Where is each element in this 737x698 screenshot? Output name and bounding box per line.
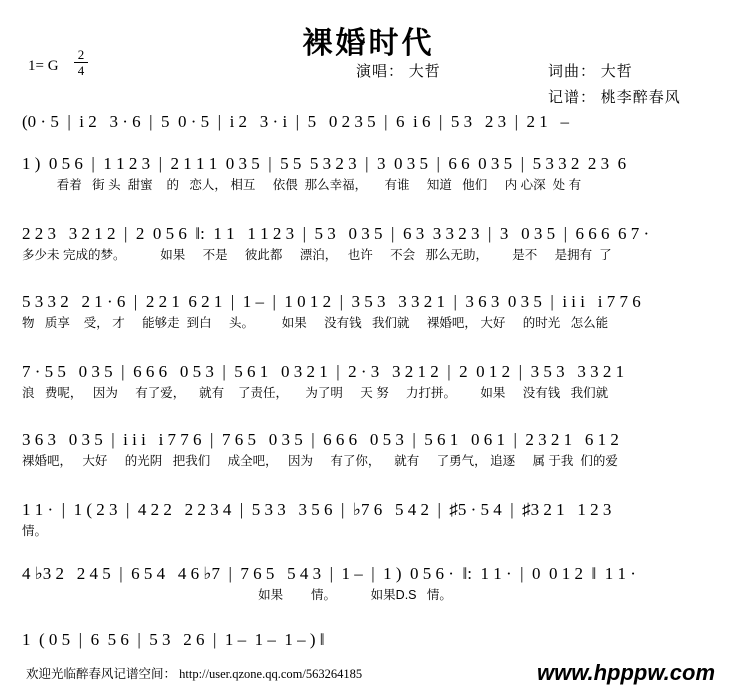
lyrics-line: 情。 xyxy=(22,524,48,538)
staff-system xyxy=(22,222,716,264)
staff-system xyxy=(22,428,716,470)
key-signature: 1= G xyxy=(28,58,59,74)
staff-system xyxy=(22,498,716,540)
notation-line: 2 2 3 3 2 1 2 | 2 0 5 6 ‖: 1 1 1 1 2 3 | 5 3 0 3 5 | 6 3 3 3 2 3 | 3 0 3 5 | 6 6 6 6 7 · xyxy=(22,224,650,243)
watermark: www.hpppw.com xyxy=(536,660,715,685)
lyrics-line: 物 质享 受， 才 能够走 到白 头。 如果 没有钱 我们就 裸婚吧， 大好 的时光 怎么能 xyxy=(22,316,609,330)
staff-system xyxy=(22,360,716,402)
time-signature-denominator: 4 xyxy=(77,63,85,78)
page-title: 裸婚时代 xyxy=(302,27,435,60)
lyrics-line: 多少未 完成的梦。 如果 不是 彼此都 漂泊， 也许 不会 那么无助， 是不 是拥有 了 xyxy=(22,248,612,262)
notation-line: 4 ♭3 2 2 4 5 | 6 5 4 4 6 ♭7 | 7 6 5 5 4 3 | 1 – | 1 ) 0 5 6 · ‖: 1 1 · | 0 0 1 2 ‖ 1 1 · xyxy=(22,564,636,583)
staff-system xyxy=(22,290,716,332)
footer-credit: 欢迎光临醉春风记谱空间： http://user.qzone.qq.com/563264185 xyxy=(26,667,363,681)
notation-line: 1 ( 0 5 | 6 5 6 | 5 3 2 6 | 1 – 1 – 1 – ) ‖ xyxy=(22,630,325,649)
lyrics-line: 裸婚吧， 大好 的光阴 把我们 成全吧， 因为 有了你， 就有 了勇气， 追逐 属 于我 们的爱 xyxy=(22,454,618,468)
notator-credit: 记谱： 桃李醉春风 xyxy=(548,90,681,106)
lyrics-line xyxy=(22,134,716,152)
notation-line: 5 3 3 2 2 1 · 6 | 2 2 1 6 2 1 | 1 – | 1 0 1 2 | 3 5 3 3 3 2 1 | 3 6 3 0 3 5 | i i i i 7 7 6 xyxy=(22,292,641,311)
notation-line: 7 · 5 5 0 3 5 | 6 6 6 0 5 3 | 5 6 1 0 3 2 1 | 2 · 3 3 2 1 2 | 2 0 1 2 | 3 5 3 3 3 2 1 xyxy=(22,362,625,381)
singer-credit: 演唱： 大哲 xyxy=(356,64,441,80)
lyrics-line: 如果 情。 如果D.S 情。 xyxy=(22,588,452,602)
staff-system xyxy=(22,110,716,152)
time-signature-numerator: 2 xyxy=(77,47,85,62)
notation-line: 1 ) 0 5 6 | 1 1 2 3 | 2 1 1 1 0 3 5 | 5 5 5 3 2 3 | 3 0 3 5 | 6 6 0 3 5 | 5 3 3 2 2 3 6 xyxy=(22,154,627,173)
notation-line: 3 6 3 0 3 5 | i i i i 7 7 6 | 7 6 5 0 3 5 | 6 6 6 0 5 3 | 5 6 1 0 6 1 | 2 3 2 1 6 1 2 xyxy=(22,430,619,449)
composer-credit: 词曲： 大哲 xyxy=(548,64,633,80)
time-signature xyxy=(72,48,90,77)
notation-line: (0 · 5 | i 2 3 · 6 | 5 0 · 5 | i 2 3 · i | 5 0 2 3 5 | 6 i 6 | 5 3 2 3 | 2 1 – xyxy=(22,112,570,131)
staff-system xyxy=(22,152,716,194)
notation-line: 1 1 · | 1 ( 2 3 | 4 2 2 2 2 3 4 | 5 3 3 3 5 6 | ♭7 6 5 4 2 | ♯5 · 5 4 | ♯3 2 1 1 2 3 xyxy=(22,500,612,519)
staff-system xyxy=(22,562,716,604)
lyrics-line: 浪 费呢， 因为 有了爱， 就有 了责任， 为了明 天 努 力打拼。 如果 没有钱 我们就 xyxy=(22,386,609,400)
lyrics-line: 看着 街 头 甜蜜 的 恋人， 相互 依偎 那么幸福， 有谁 知道 他们 内 心深 处 有 xyxy=(22,178,582,192)
